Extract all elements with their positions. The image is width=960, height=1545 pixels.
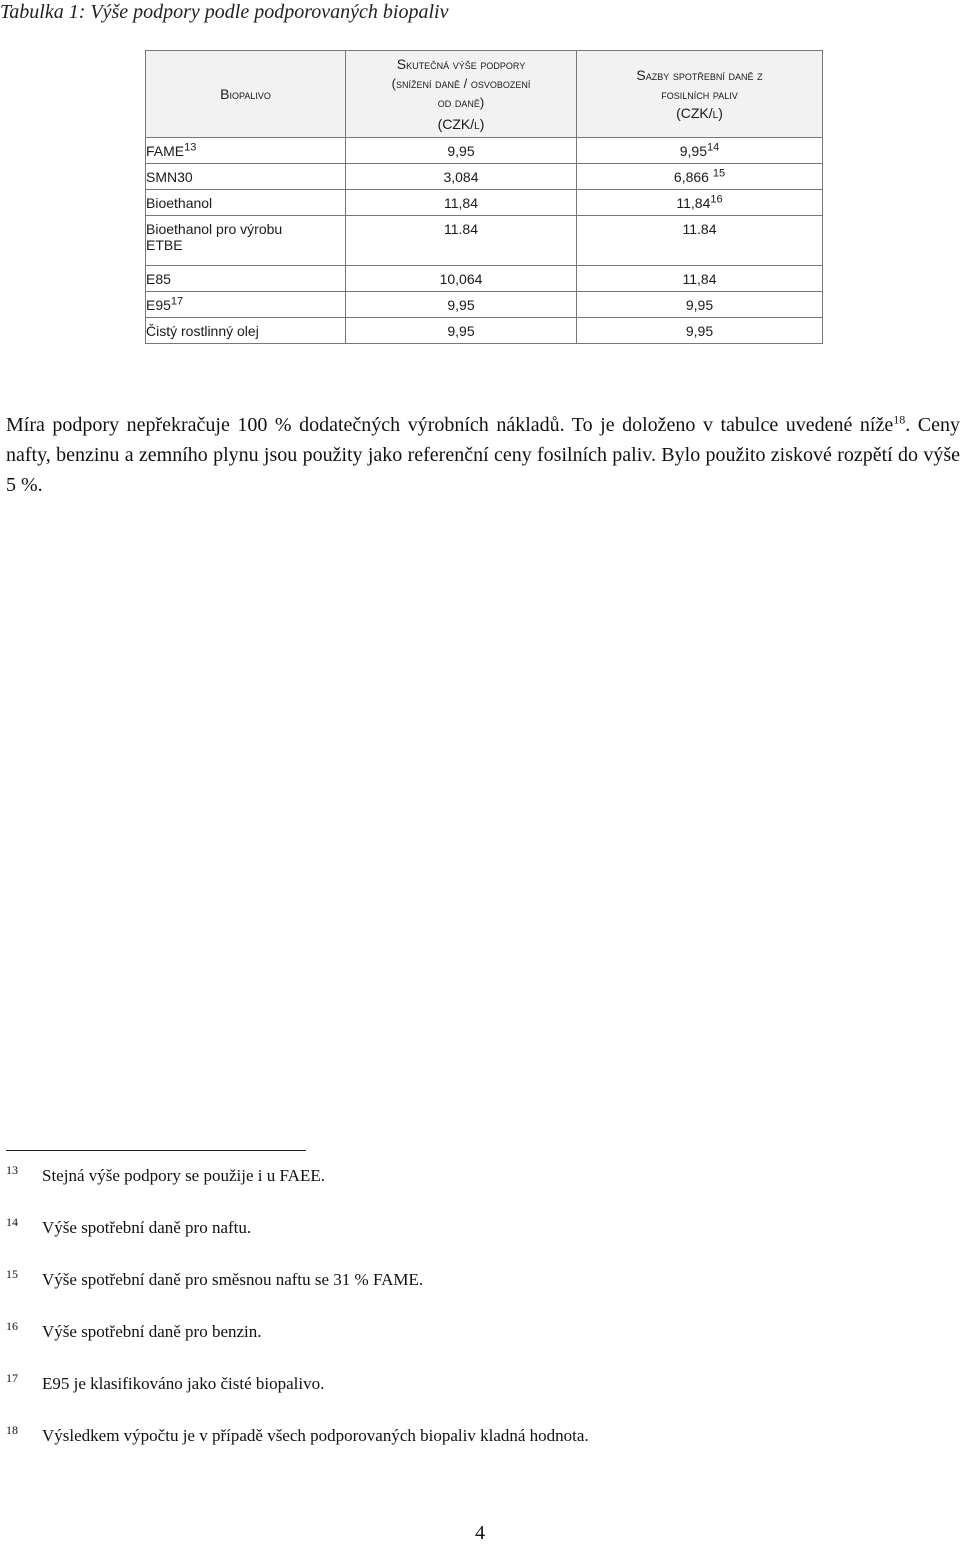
footnote-text: Výše spotřební daně pro směsnou naftu se 31 % FAME. (42, 1270, 424, 1289)
header-rates-line2: fosilních paliv (661, 86, 738, 102)
footnote-number: 18 (6, 1423, 18, 1437)
row-support-value: 9,95 (346, 318, 577, 344)
table-row (146, 138, 823, 164)
header-support-unit (346, 115, 576, 134)
footnote-text: Výše spotřební daně pro benzin. (42, 1322, 262, 1341)
footnote-text: Stejná výše podpory se použije i u FAEE. (42, 1166, 325, 1185)
footnote-ref: 14 (707, 140, 720, 153)
header-actual-support (346, 51, 577, 138)
row-tax-value (577, 292, 823, 318)
row-tax-value (577, 318, 823, 344)
row-fuel-name (146, 266, 346, 292)
paragraph-text-end: . Ceny nafty, benzinu a zemního plynu jsou použity jako referenční ceny fosilních paliv. Bylo použito ziskové rozpětí do výše 5 %. (6, 414, 960, 496)
table-row (146, 190, 823, 216)
table-row (146, 164, 823, 190)
header-biopalivo-initial: B (220, 85, 230, 102)
tax-value: 11,84 (676, 194, 711, 211)
page-number: 4 (475, 1522, 485, 1544)
table-row (146, 318, 823, 344)
footnote-ref: 15 (712, 166, 726, 179)
row-support-value: 11,84 (346, 190, 577, 216)
row-support-value: 11.84 (346, 216, 577, 266)
footnote-ref-18: 18 (893, 412, 906, 427)
unit-l: l (474, 115, 480, 132)
row-fuel-name (146, 138, 346, 164)
header-support-open-paren: ( (391, 75, 396, 91)
fuel-name: FAME (146, 142, 185, 159)
row-fuel-name (146, 164, 346, 190)
table-row (146, 266, 823, 292)
tax-value: 6,866 (673, 168, 713, 185)
fuel-name: SMN30 (146, 168, 193, 185)
row-support-value: 9,95 (346, 138, 577, 164)
tax-value: 9,95 (685, 322, 714, 339)
fuel-name: E95 (146, 296, 171, 313)
header-rates-line1: azby spotřební daně z (645, 67, 763, 83)
header-rates-unit (676, 105, 723, 121)
tax-value: 11,84 (682, 270, 717, 287)
table-row (146, 216, 823, 266)
fuel-name-line1: Bioethanol pro výrobu (146, 221, 283, 237)
row-tax-value (577, 164, 823, 190)
row-support-value: 9,95 (346, 292, 577, 318)
footnote-ref: 13 (184, 140, 197, 153)
row-tax-value (577, 190, 823, 216)
row-support-value: 10,064 (346, 266, 577, 292)
unit-open: (CZK/ (676, 104, 713, 121)
row-tax-value (577, 266, 823, 292)
row-fuel-name (146, 318, 346, 344)
header-biopalivo-rest: iopalivo (229, 86, 271, 102)
tax-value: 9,95 (679, 142, 707, 159)
fuel-name: Bioethanol (146, 194, 213, 211)
unit-close: ) (479, 115, 485, 132)
tax-value: 9,95 (685, 296, 714, 313)
body-paragraph (6, 410, 960, 500)
footnote-text: Výsledkem výpočtu je v případě všech podporovaných biopaliv kladná hodnota. (42, 1426, 589, 1445)
header-support-line3: od daně (437, 94, 480, 110)
header-support-close-paren: ) (479, 94, 485, 110)
unit-close: ) (718, 104, 723, 121)
fuel-name: E85 (146, 270, 171, 287)
row-fuel-name (146, 292, 346, 318)
paragraph-text-start: Míra podpory nepřekračuje 100 % dodatečných výrobních nákladů. To je doloženo v tabulce uvedené níže (6, 414, 894, 436)
footnote-ref: 16 (710, 192, 723, 205)
row-tax-value (577, 138, 823, 164)
footnote-text: Výše spotřební daně pro naftu. (42, 1218, 252, 1237)
unit-open: (CZK/ (437, 115, 475, 132)
header-excise-rates (577, 51, 823, 138)
header-support-line2: snížení daně / osvobození (395, 75, 531, 91)
fuel-name: Čistý rostlinný olej (146, 322, 259, 339)
footnote-text: E95 je klasifikováno jako čisté biopalivo. (42, 1374, 325, 1393)
header-biopalivo (146, 51, 346, 138)
footnote-number: 17 (6, 1371, 18, 1385)
header-rates-initial: S (636, 66, 646, 83)
footnote-number: 16 (6, 1319, 18, 1333)
header-support-line1: kutečná výše podpory (406, 56, 526, 72)
footnote-number: 13 (6, 1163, 18, 1177)
row-tax-value: 11.84 (577, 216, 823, 266)
footnote-ref: 17 (170, 294, 184, 307)
table-row (146, 292, 823, 318)
row-fuel-name (146, 190, 346, 216)
footnote-number: 14 (6, 1215, 18, 1229)
footnote-number: 15 (6, 1267, 18, 1281)
table-caption: Tabulka 1: Výše podpory podle podporovaných biopaliv (0, 1, 449, 23)
row-support-value: 3,084 (346, 164, 577, 190)
footnote-separator (6, 1150, 306, 1151)
row-fuel-name (146, 216, 346, 266)
fuel-name-line2: ETBE (146, 237, 183, 253)
header-support-initial: S (396, 55, 407, 72)
biofuel-support-table (145, 50, 823, 344)
table-header-row (146, 51, 823, 138)
unit-l: l (712, 104, 719, 121)
